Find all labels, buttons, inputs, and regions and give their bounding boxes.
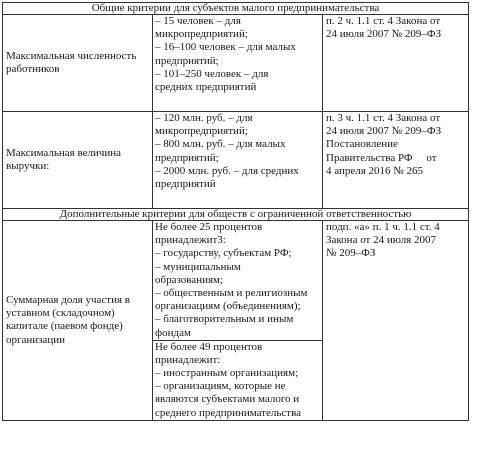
label-line: Максимальная численность — [6, 49, 137, 62]
value-line: средних предприятий — [155, 80, 257, 93]
criterion-label-employees — [3, 15, 153, 112]
value-line: организациям (объединениям); — [155, 300, 301, 313]
law-reference-revenue — [323, 112, 469, 209]
law-line: 4 апреля 2016 № 265 — [326, 164, 424, 177]
value-line: – 120 млн. руб. – для — [155, 112, 253, 124]
value-line: – общественным и религиозным — [155, 286, 308, 299]
criterion-values-share-49 — [153, 340, 323, 420]
law-reference-employees — [323, 15, 469, 112]
table-row — [3, 221, 469, 341]
value-line: микропредприятий; — [155, 28, 248, 41]
criterion-values-revenue — [153, 112, 323, 209]
value-line: предприятий — [155, 177, 216, 190]
value-line: – 101–250 человек – для — [155, 67, 269, 80]
label-line: организации — [6, 333, 66, 346]
section-general-header: Общие критерии для субъектов малого предпринимательства — [3, 3, 469, 15]
law-reference-share — [323, 221, 469, 421]
table-row — [3, 112, 469, 209]
law-line: Постановление — [326, 138, 398, 151]
value-line: – организациям, которые не — [155, 380, 286, 393]
value-line: принадлежит3: — [155, 234, 226, 247]
value-line: Не более 25 процентов — [155, 221, 263, 233]
value-line: предприятий; — [155, 151, 219, 164]
value-line: – 800 млн. руб. – для малых — [155, 138, 286, 151]
value-line: – 2000 млн. руб. – для средних — [155, 164, 299, 177]
label-line: Суммарная доля участия в — [6, 294, 130, 307]
law-line: Закона от 24 июля 2007 — [326, 234, 436, 247]
criteria-table — [2, 2, 469, 421]
label-line: капитале (паевом фонде) — [6, 320, 123, 333]
value-line: – иностранным организациям; — [155, 367, 299, 380]
value-line: – 15 человек – для — [155, 15, 241, 27]
law-line: п. 3 ч. 1.1 ст. 4 Закона от — [326, 112, 441, 124]
law-line: 24 июля 2007 № 209–ФЗ — [326, 125, 442, 138]
law-line: подп. «а» п. 1 ч. 1.1 ст. 4 — [326, 221, 440, 233]
value-line: Не более 49 процентов — [155, 340, 263, 353]
section-header-row — [3, 209, 469, 221]
section-llc-header: Дополнительные критерии для обществ с ограниченной ответственностью — [3, 209, 469, 221]
law-line: № 209–ФЗ — [326, 247, 376, 260]
law-line: п. 2 ч. 1.1 ст. 4 Закона от — [326, 15, 441, 27]
label-line: работников — [6, 63, 60, 75]
law-line: Правительства РФ от — [326, 151, 437, 164]
label-line: Максимальная величина — [6, 146, 122, 159]
value-line: принадлежит: — [155, 353, 221, 366]
table-row — [3, 15, 469, 112]
value-line: – государству, субъектам РФ; — [155, 247, 292, 260]
value-line: образованиям; — [155, 273, 224, 286]
value-line: фондам — [155, 326, 191, 339]
value-line: – 16–100 человек – для малых — [155, 41, 296, 54]
label-line: уставном (складочном) — [6, 307, 115, 320]
value-line: – муниципальным — [155, 260, 241, 273]
criterion-label-revenue — [3, 112, 153, 209]
criterion-values-employees — [153, 15, 323, 112]
law-line: 24 июля 2007 № 209–ФЗ — [326, 28, 442, 41]
value-line: являются субъектами малого и — [155, 393, 300, 406]
label-line: выручки: — [6, 160, 50, 172]
value-line: – благотворительным и иным — [155, 313, 294, 326]
criterion-values-share-25 — [153, 221, 323, 341]
criterion-label-share — [3, 221, 153, 421]
value-line: предприятий; — [155, 54, 219, 67]
value-line: микропредприятий; — [155, 125, 248, 138]
value-line: среднего предпринимательства — [155, 406, 302, 419]
section-header-row — [3, 3, 469, 15]
